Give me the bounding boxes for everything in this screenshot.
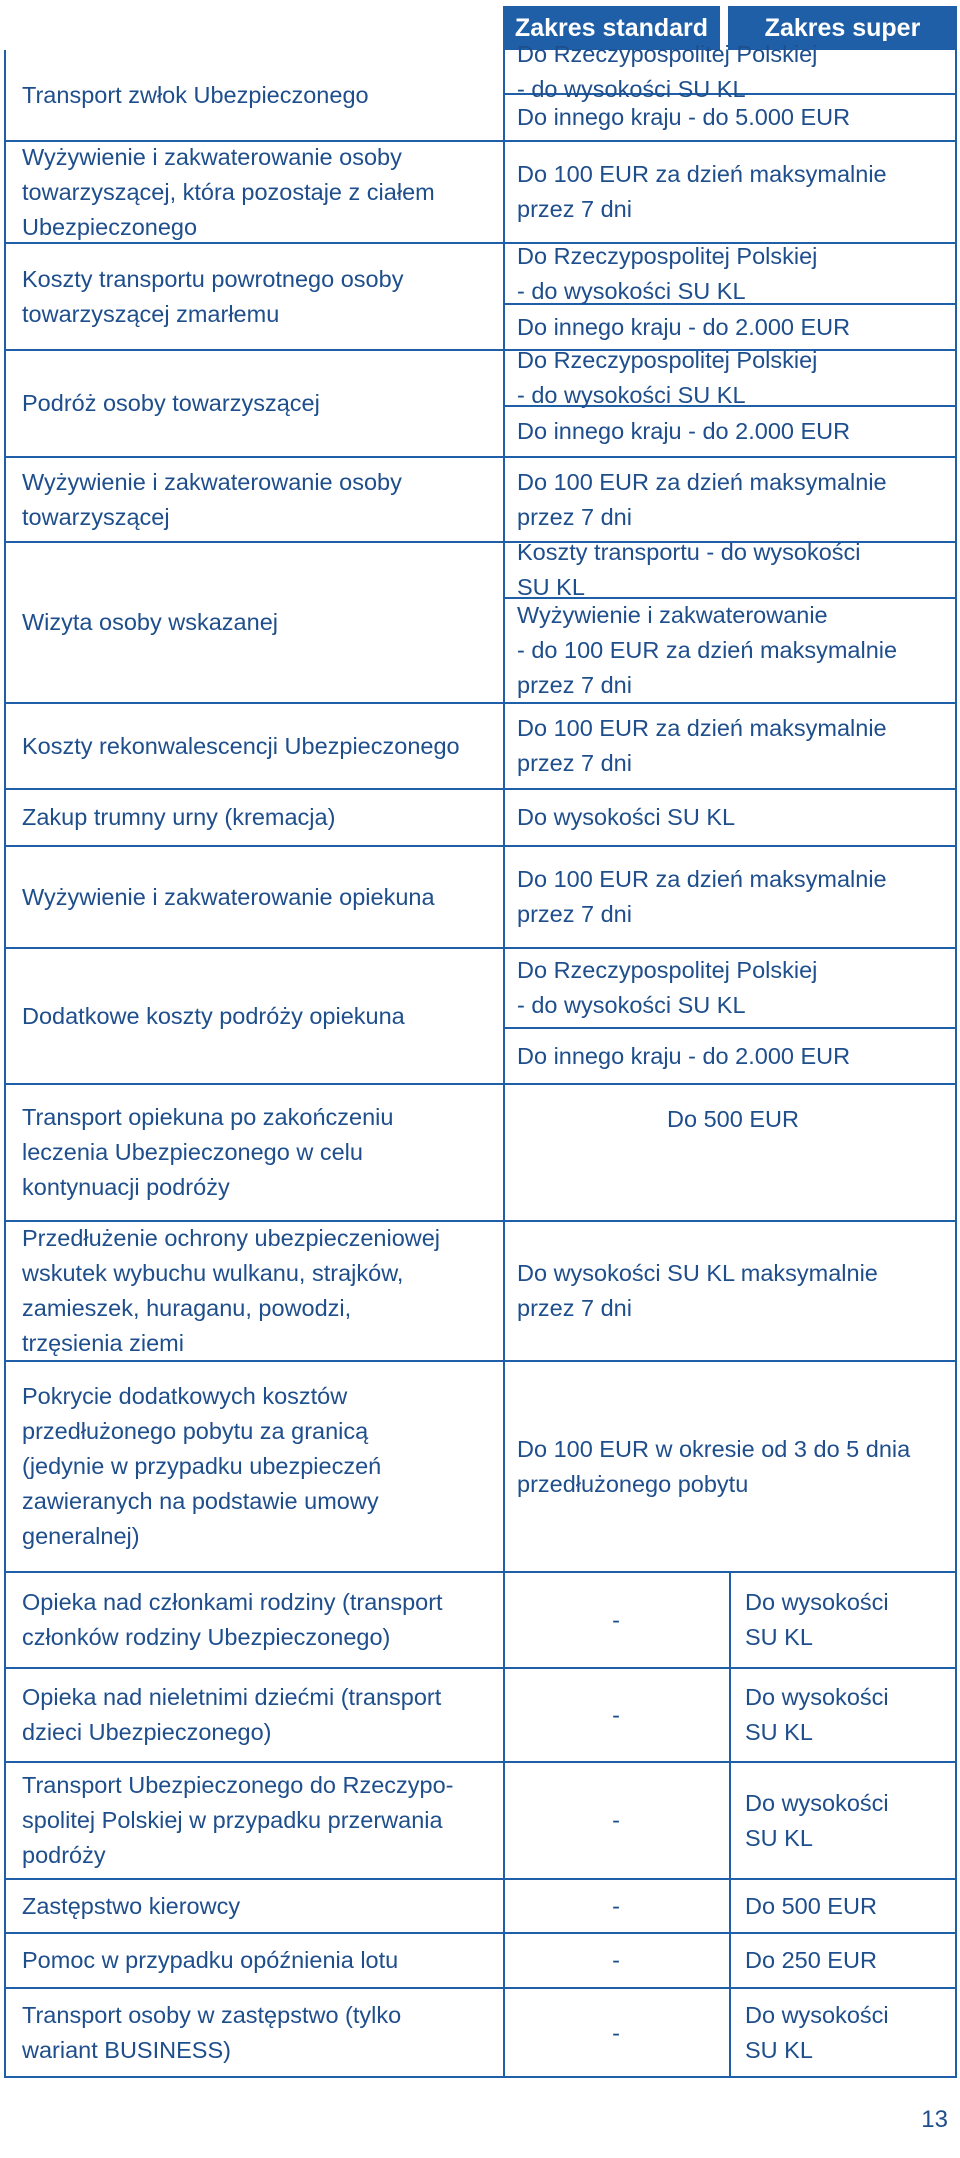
text-line: przez 7 dni xyxy=(517,196,632,222)
value-super xyxy=(745,1933,949,1988)
row-label xyxy=(22,542,492,703)
text-line: - xyxy=(612,1606,620,1633)
text-line: - do wysokości SU KL xyxy=(517,992,746,1018)
text-line: Do innego kraju - do 2.000 EUR xyxy=(517,313,851,340)
header-super: Zakres super xyxy=(728,6,957,50)
text-line: Do wysokości xyxy=(745,1589,889,1615)
text-line: - xyxy=(612,1701,620,1728)
value-text xyxy=(517,457,949,542)
text-line: - do wysokości SU KL xyxy=(517,277,746,304)
text-line: - xyxy=(612,1947,620,1973)
text-line: - do wysokości SU KL xyxy=(517,382,746,408)
text-line: Pokrycie dodatkowych kosztów xyxy=(22,1383,348,1409)
text-line: Do 100 EUR za dzień maksymalnie xyxy=(517,161,887,187)
header-standard: Zakres standard xyxy=(503,6,720,50)
row-label xyxy=(22,50,492,141)
text-line: Do 100 EUR w okresie od 3 do 5 dnia xyxy=(517,1435,911,1462)
text-line: SU KL xyxy=(745,1824,813,1851)
text-line: - do 100 EUR za dzień maksymalnie xyxy=(517,637,898,663)
text-line: Do wysokości xyxy=(745,1684,889,1710)
text-line: zawieranych na podstawie umowy xyxy=(22,1488,379,1514)
text-line: SU KL xyxy=(745,2037,813,2063)
text-line: przez 7 dni xyxy=(517,750,632,776)
value-secondary xyxy=(517,598,949,703)
row-label xyxy=(22,1762,492,1879)
text-line: Transport zwłok Ubezpieczonego xyxy=(22,82,369,108)
value-primary xyxy=(517,948,949,1028)
text-line: Do Rzeczypospolitej Polskiej xyxy=(517,347,818,373)
text-line: przez 7 dni xyxy=(517,672,632,698)
text-line: Koszty transportu powrotnego osoby xyxy=(22,265,404,292)
text-line: leczenia Ubezpieczonego w celu xyxy=(22,1139,363,1165)
row-label xyxy=(22,1361,492,1572)
value-standard xyxy=(503,1572,729,1668)
text-line: dzieci Ubezpieczonego) xyxy=(22,1719,272,1745)
text-line: (jedynie w przypadku ubezpieczeń xyxy=(22,1453,382,1479)
text-line: SU KL xyxy=(517,574,585,600)
value-text xyxy=(517,1361,949,1572)
row-label xyxy=(22,789,492,846)
row-label xyxy=(22,1572,492,1668)
text-line: towarzyszącej, która pozostaje z ciałem xyxy=(22,178,435,205)
text-line: Do 500 EUR xyxy=(745,1892,877,1919)
text-line: trzęsienia ziemi xyxy=(22,1330,184,1356)
text-line: podróży xyxy=(22,1842,106,1868)
coverage-table xyxy=(4,41,957,2078)
text-line: Do innego kraju - do 2.000 EUR xyxy=(517,418,851,444)
text-line: - xyxy=(612,2019,620,2046)
value-text xyxy=(517,789,949,846)
value-super xyxy=(745,1762,949,1879)
value-super xyxy=(745,1668,949,1762)
text-line: Transport Ubezpieczonego do Rzeczypo- xyxy=(22,1772,454,1798)
text-line: Opieka nad członkami rodziny (transport xyxy=(22,1589,443,1615)
text-line: Do wysokości SU KL maksymalnie xyxy=(517,1260,878,1286)
value-secondary xyxy=(517,94,949,141)
value-primary xyxy=(517,539,949,600)
text-line: spolitej Polskiej w przypadku przerwania xyxy=(22,1807,443,1833)
value-text xyxy=(517,846,949,948)
text-line: - xyxy=(612,1807,620,1833)
text-line: Koszty rekonwalescencji Ubezpieczonego xyxy=(22,732,460,759)
value-text xyxy=(517,1084,949,1221)
row-label xyxy=(22,141,492,243)
row-label xyxy=(22,457,492,542)
text-line: Transport osoby w zastępstwo (tylko xyxy=(22,2002,402,2028)
text-line: przez 7 dni xyxy=(517,503,632,530)
value-standard xyxy=(503,1762,729,1879)
text-line: Do 250 EUR xyxy=(745,1947,877,1973)
text-line: Koszty transportu - do wysokości xyxy=(517,539,861,565)
text-line: kontynuacji podróży xyxy=(22,1174,230,1200)
text-line: generalnej) xyxy=(22,1523,140,1549)
value-standard xyxy=(503,1879,729,1933)
text-line: Do 100 EUR za dzień maksymalnie xyxy=(517,468,887,495)
text-line: Do wysokości SU KL xyxy=(517,804,736,830)
text-line: Transport opiekuna po zakończeniu xyxy=(22,1104,394,1130)
value-standard xyxy=(503,1668,729,1762)
row-label xyxy=(22,350,492,457)
text-line: towarzyszącej zmarłemu xyxy=(22,300,280,327)
row-label xyxy=(22,1668,492,1762)
text-line: Wyżywienie i zakwaterowanie osoby xyxy=(22,468,402,495)
value-super xyxy=(745,1572,949,1668)
text-line: - xyxy=(612,1892,620,1919)
row-label xyxy=(22,1933,492,1988)
text-line: Do Rzeczypospolitej Polskiej xyxy=(517,242,818,269)
text-line: Zastępstwo kierowcy xyxy=(22,1892,241,1919)
value-secondary xyxy=(517,406,949,457)
text-line: Wizyta osoby wskazanej xyxy=(22,609,278,635)
page-number: 13 xyxy=(921,2106,948,2133)
text-line: Opieka nad nieletnimi dziećmi (transport xyxy=(22,1684,442,1710)
column-divider xyxy=(729,1572,731,2076)
text-line: Pomoc w przypadku opóźnienia lotu xyxy=(22,1947,399,1973)
text-line: Do 100 EUR za dzień maksymalnie xyxy=(517,866,887,892)
text-line: Do wysokości xyxy=(745,2002,889,2028)
text-line: Dodatkowe koszty podróży opiekuna xyxy=(22,1002,405,1029)
text-line: Przedłużenie ochrony ubezpieczeniowej xyxy=(22,1225,441,1251)
text-line: przedłużonego pobytu xyxy=(517,1470,749,1497)
text-line: Ubezpieczonego xyxy=(22,213,198,240)
text-line: Zakup trumny urny (kremacja) xyxy=(22,804,336,830)
text-line: towarzyszącej xyxy=(22,503,170,530)
text-line: Podróż osoby towarzyszącej xyxy=(22,390,320,416)
text-line: przez 7 dni xyxy=(517,1295,632,1321)
row-label xyxy=(22,1084,492,1221)
text-line: Do 100 EUR za dzień maksymalnie xyxy=(517,715,887,741)
text-line: - do wysokości SU KL xyxy=(517,76,746,102)
text-line: zamieszek, huraganu, powodzi, xyxy=(22,1295,352,1321)
text-line: SU KL xyxy=(745,1719,813,1745)
text-line: Do Rzeczypospolitej Polskiej xyxy=(517,957,818,983)
text-line: wariant BUSINESS) xyxy=(22,2037,231,2063)
text-line: Do innego kraju - do 2.000 EUR xyxy=(517,1042,851,1069)
row-label xyxy=(22,948,492,1084)
text-line: przedłużonego pobytu za granicą xyxy=(22,1418,369,1444)
value-secondary xyxy=(517,1028,949,1084)
row-label xyxy=(22,243,492,350)
value-primary xyxy=(517,347,949,408)
value-standard xyxy=(503,1933,729,1988)
text-line: Wyżywienie i zakwaterowanie opiekuna xyxy=(22,883,435,910)
text-line: członków rodziny Ubezpieczonego) xyxy=(22,1624,391,1650)
value-primary xyxy=(517,243,949,304)
row-label xyxy=(22,703,492,789)
text-line: Wyżywienie i zakwaterowanie xyxy=(517,602,828,628)
text-line: przez 7 dni xyxy=(517,901,632,927)
value-super xyxy=(745,1988,949,2078)
text-line: Do Rzeczypospolitej Polskiej xyxy=(517,41,818,67)
row-label xyxy=(22,1879,492,1933)
row-label xyxy=(22,846,492,948)
text-line: Wyżywienie i zakwaterowanie osoby xyxy=(22,143,402,170)
text-line: Do wysokości xyxy=(745,1789,889,1816)
text-line: Do innego kraju - do 5.000 EUR xyxy=(517,104,851,130)
value-text xyxy=(517,1221,949,1361)
row-label xyxy=(22,1988,492,2078)
text-line: SU KL xyxy=(745,1624,813,1650)
text-line: wskutek wybuchu wulkanu, strajków, xyxy=(22,1260,404,1286)
value-super xyxy=(745,1879,949,1933)
value-text xyxy=(517,703,949,789)
text-line: Do 500 EUR xyxy=(667,1106,799,1132)
row-label xyxy=(22,1221,492,1361)
value-text xyxy=(517,141,949,243)
value-standard xyxy=(503,1988,729,2078)
value-primary xyxy=(517,41,949,102)
